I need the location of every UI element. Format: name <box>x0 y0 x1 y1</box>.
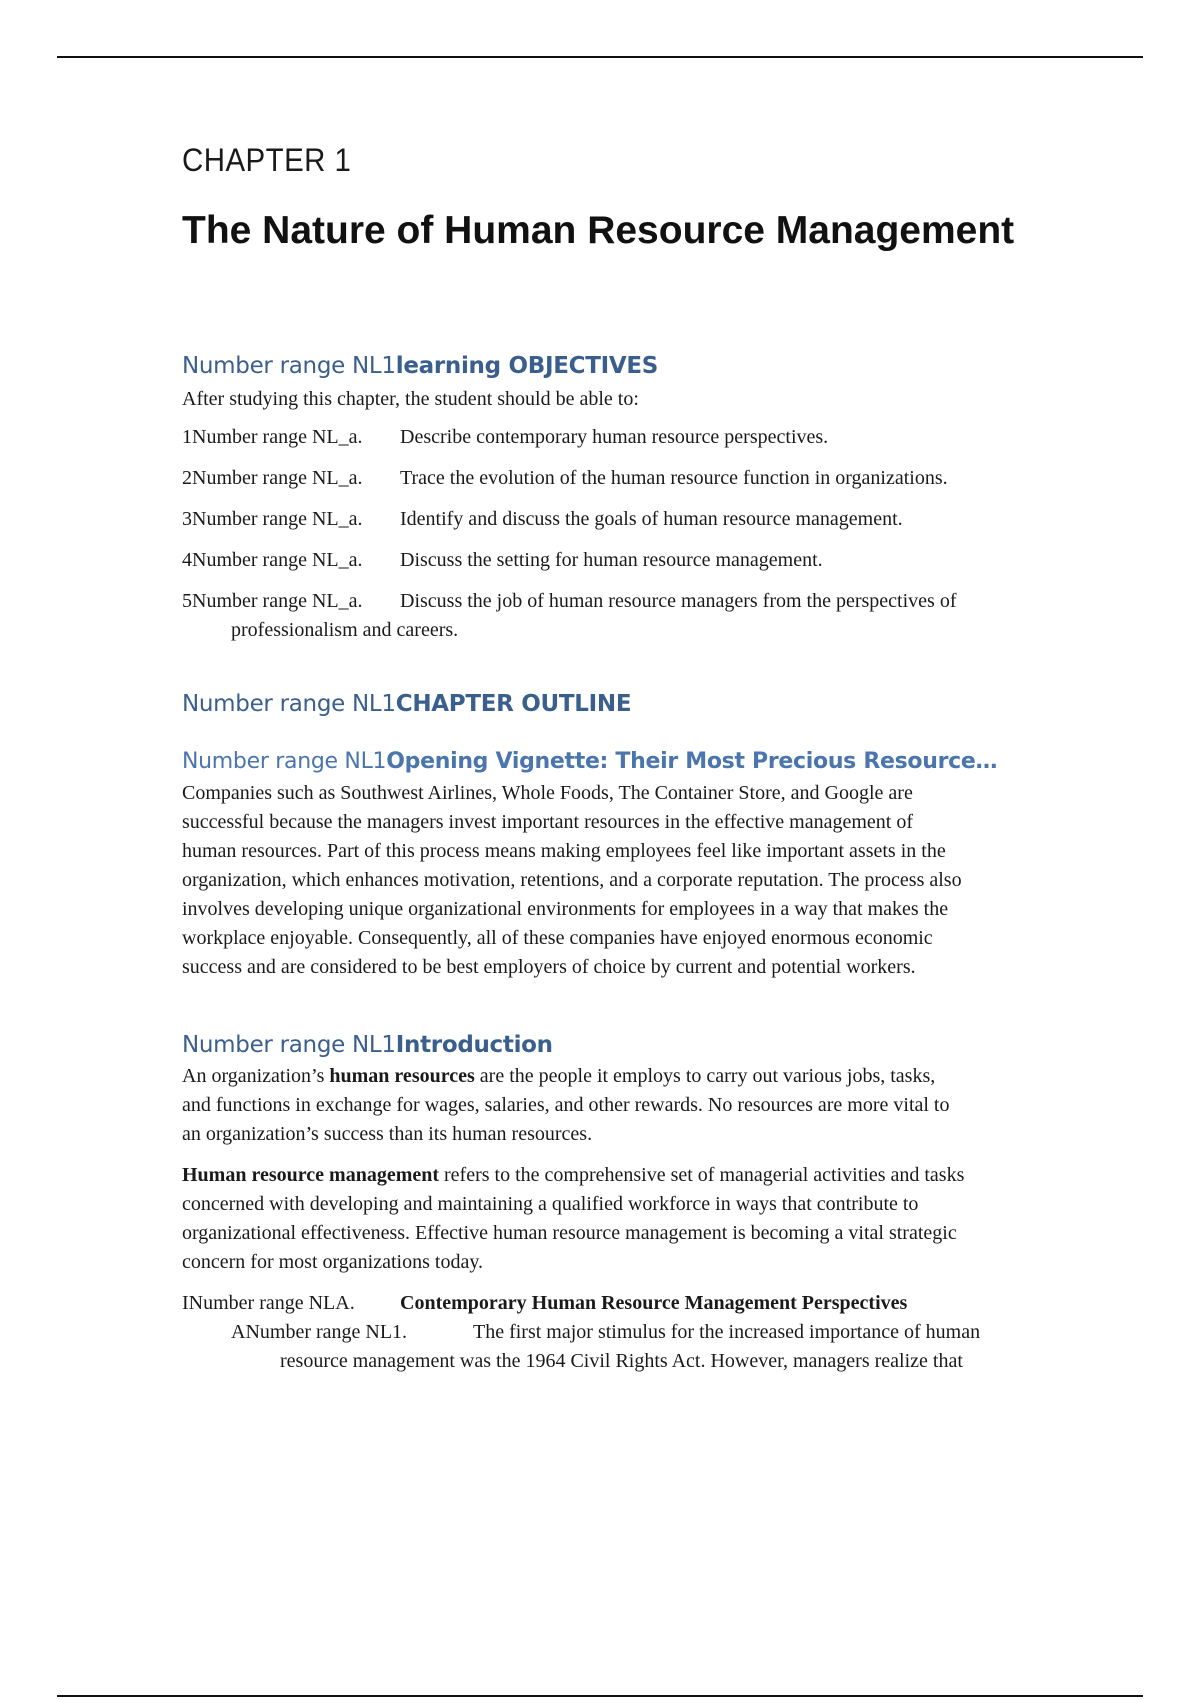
paragraph-line: an organization’s success than its human resources. <box>182 1123 593 1145</box>
outline-heading-prefix: Number range NL1 <box>182 691 396 717</box>
introduction-paragraph-2 <box>182 1161 1052 1277</box>
objective-number: 2Number range NL_a. <box>182 467 363 489</box>
paragraph-line <box>182 1062 1052 1091</box>
introduction-heading-text: Introduction <box>395 1032 553 1058</box>
vignette-line: success and are considered to be best employers of choice by current and potential workers. <box>182 956 916 978</box>
vignette-heading-text: Opening Vignette: Their Most Precious Resource… <box>386 749 998 774</box>
bottom-rule <box>57 1695 1143 1697</box>
section-heading <box>182 1289 1052 1318</box>
paragraph-line: concerned with developing and maintaining a qualified workforce in ways that contribute to <box>182 1193 919 1215</box>
objective-item <box>182 423 1052 452</box>
objectives-heading-text: learning OBJECTIVES <box>395 353 659 379</box>
objective-text: Identify and discuss the goals of human resource management. <box>400 508 903 530</box>
vignette-line: human resources. Part of this process means making employees feel like important assets in the <box>182 840 946 862</box>
objectives-heading <box>182 351 1052 381</box>
vignette-line: Companies such as Southwest Airlines, Whole Foods, The Container Store, and Google are <box>182 782 913 804</box>
section-number: INumber range NLA. <box>182 1292 355 1314</box>
paragraph-line: organizational effectiveness. Effective human resource management is becoming a vital strategic <box>182 1222 957 1244</box>
term-human-resource-management: Human resource management <box>182 1164 440 1186</box>
objective-number: 3Number range NL_a. <box>182 508 363 530</box>
text-run: are the people it employs to carry out various jobs, tasks, <box>474 1065 936 1087</box>
vignette-line: involves developing unique organizational environments for employees in a way that makes the <box>182 898 949 920</box>
objective-item <box>182 546 1052 575</box>
introduction-heading-prefix: Number range NL1 <box>182 1032 396 1058</box>
vignette-paragraph <box>182 779 1052 982</box>
document-page <box>182 140 1052 1376</box>
introduction-section <box>182 1030 1052 1376</box>
paragraph-line: concern for most organizations today. <box>182 1251 484 1273</box>
vignette-line: workplace enjoyable. Consequently, all of these companies have enjoyed enormous economic <box>182 927 933 949</box>
objectives-intro: After studying this chapter, the student should be able to: <box>182 388 639 410</box>
vignette-section <box>182 747 1052 982</box>
objective-text: Discuss the setting for human resource management. <box>400 549 823 571</box>
term-human-resources: human resources <box>329 1065 475 1087</box>
vignette-line: successful because the managers invest important resources in the effective management of <box>182 811 914 833</box>
text-run: An organization’s <box>182 1065 330 1087</box>
text-run: refers to the comprehensive set of managerial activities and tasks <box>439 1164 965 1186</box>
vignette-line: organization, which enhances motivation, retentions, and a corporate reputation. The process also <box>182 869 962 891</box>
objective-number: 5Number range NL_a. <box>182 590 363 612</box>
objective-item <box>182 464 1052 493</box>
objective-item <box>182 587 1052 645</box>
chapter-title: The Nature of Human Resource Management <box>182 209 1015 252</box>
objective-text-continued: professionalism and careers. <box>231 619 459 641</box>
objective-number: 4Number range NL_a. <box>182 549 363 571</box>
top-rule <box>57 56 1143 58</box>
outline-heading-text: CHAPTER OUTLINE <box>395 691 632 717</box>
introduction-paragraph-1 <box>182 1062 1052 1149</box>
section-title: Contemporary Human Resource Management Perspectives <box>400 1292 908 1314</box>
objective-number: 1Number range NL_a. <box>182 426 363 448</box>
paragraph-line: and functions in exchange for wages, salaries, and other rewards. No resources are more vital to <box>182 1094 950 1116</box>
sub-item-number: ANumber range NL1. <box>231 1321 408 1343</box>
objectives-heading-prefix: Number range NL1 <box>182 353 396 379</box>
chapter-label: CHAPTER 1 <box>182 142 352 178</box>
objective-item <box>182 505 1052 534</box>
objective-text: Trace the evolution of the human resource function in organizations. <box>400 467 948 489</box>
sub-item-text-continued: resource management was the 1964 Civil Rights Act. However, managers realize that <box>280 1350 963 1372</box>
sub-item-text: The first major stimulus for the increased importance of human <box>473 1321 981 1343</box>
objective-text: Discuss the job of human resource managers from the perspectives of <box>400 590 957 612</box>
objective-text: Describe contemporary human resource perspectives. <box>400 426 829 448</box>
vignette-heading <box>182 747 1052 777</box>
vignette-heading-prefix: Number range NL1 <box>182 749 387 774</box>
objectives-section <box>182 351 1052 645</box>
paragraph-line <box>182 1161 1052 1190</box>
introduction-heading <box>182 1030 1052 1060</box>
outline-sub-item <box>182 1318 1052 1376</box>
outline-heading <box>182 689 1052 719</box>
